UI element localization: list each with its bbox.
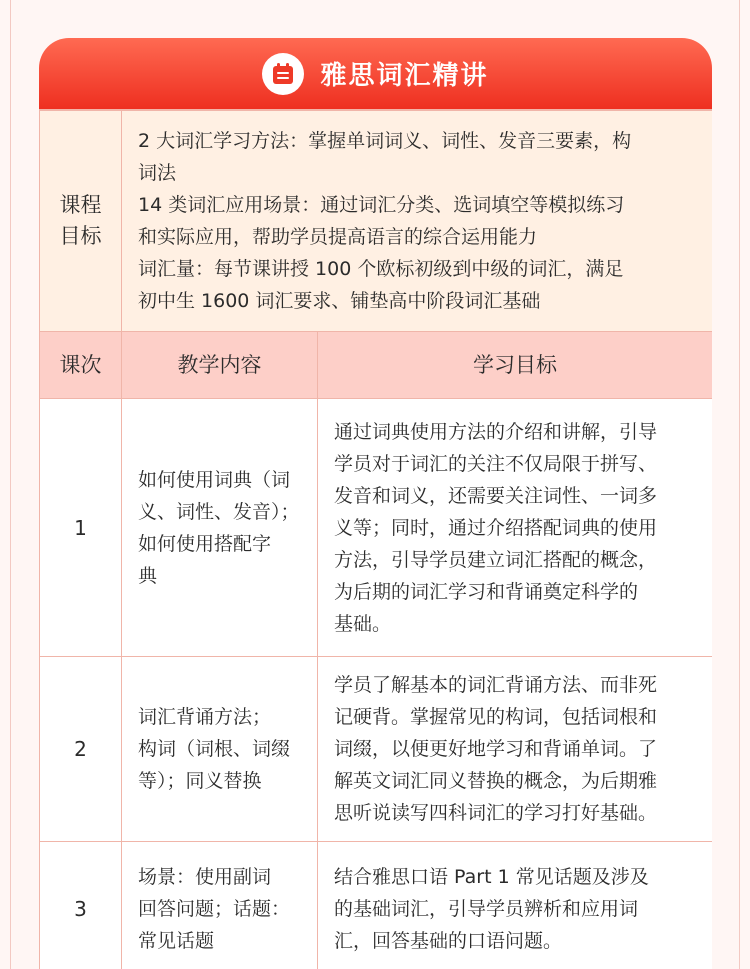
course-goal-text: 2 大词汇学习方法：掌握单词词义、词性、发音三要素，构 词法 14 类词汇应用场景：通过词汇分类、选词填空等模拟练习 和实际应用，帮助学员提高语言的综合运用能力 词汇量：每节课讲授 100 个欧标初级到中级的词汇，满足 初中生 1600 词汇要求、铺垫高中阶段词汇基础 — [122, 111, 713, 332]
course-card — [39, 38, 712, 969]
lesson-content: 场景：使用副词 回答问题；话题： 常见话题 — [122, 842, 318, 969]
table-row — [40, 399, 713, 657]
card-header — [39, 38, 712, 110]
lesson-content: 词汇背诵方法； 构词（词根、词缀 等）；同义替换 — [122, 657, 318, 842]
right-decor-line — [739, 0, 740, 969]
lesson-content: 如何使用词典（词 义、词性、发音）； 如何使用搭配字 典 — [122, 399, 318, 657]
header-goal: 学习目标 — [318, 332, 713, 399]
lesson-number: 2 — [40, 657, 122, 842]
lesson-goal: 学员了解基本的词汇背诵方法、而非死 记硬背。掌握常见的构词，包括词根和 词缀，以便更好地学习和背诵单词。了 解英文词汇同义替换的概念，为后期雅 思听说读写四科词汇的学习打好基础。 — [318, 657, 713, 842]
table-header-row — [40, 332, 713, 399]
table-row — [40, 842, 713, 969]
page-title: 雅思词汇精讲 — [320, 61, 489, 91]
left-decor-line — [10, 0, 11, 969]
course-goal-row — [40, 111, 713, 332]
header-lesson: 课次 — [40, 332, 122, 399]
lesson-goal: 结合雅思口语 Part 1 常见话题及涉及 的基础词汇，引导学员辨析和应用词 汇，回答基础的口语问题。 — [318, 842, 713, 969]
lesson-number: 1 — [40, 399, 122, 657]
lesson-number: 3 — [40, 842, 122, 969]
calendar-icon — [262, 53, 304, 95]
header-content: 教学内容 — [122, 332, 318, 399]
table-row — [40, 657, 713, 842]
course-goal-label: 课程 目标 — [40, 111, 122, 332]
course-table — [39, 110, 712, 969]
lesson-goal: 通过词典使用方法的介绍和讲解，引导 学员对于词汇的关注不仅局限于拼写、 发音和词义，还需要关注词性、一词多 义等；同时，通过介绍搭配词典的使用 方法，引导学员建立词汇搭配的概念， 为后期的词汇学习和背诵奠定科学的 基础。 — [318, 399, 713, 657]
